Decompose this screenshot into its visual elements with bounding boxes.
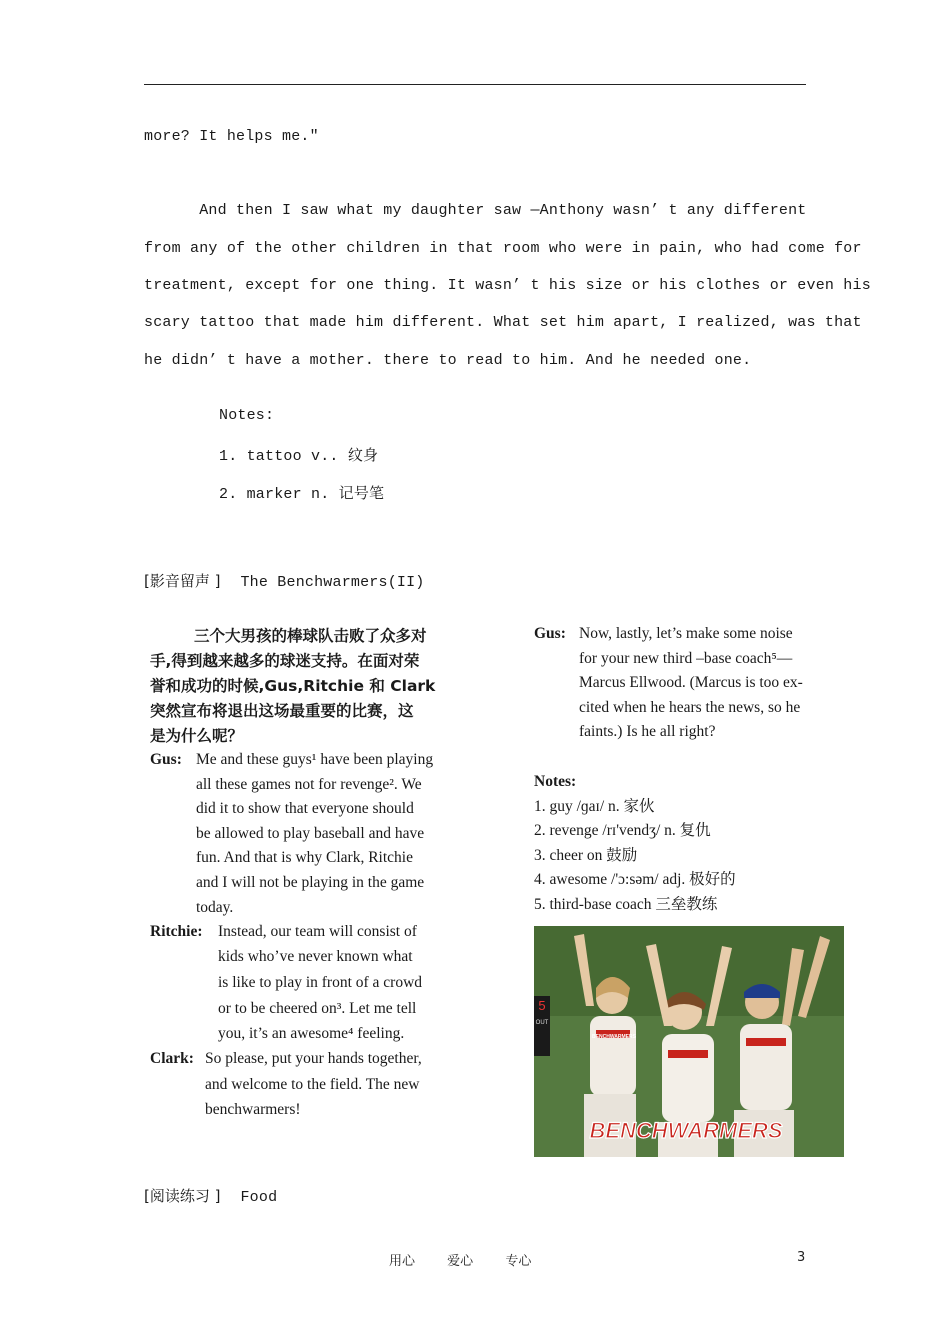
footer-word: 用心 <box>389 1254 416 1269</box>
vocab-label: Notes: <box>534 773 577 790</box>
vocab-item: 3. cheer on 鼓励 <box>534 846 638 864</box>
story-line: scary tattoo that made him different. What set him apart, I realized, was that <box>144 314 862 331</box>
intro-line: 是为什么呢？ <box>150 727 244 745</box>
dialogue-line: benchwarmers! <box>205 1101 301 1118</box>
dialogue-line: and I will not be playing in the game <box>196 874 425 891</box>
movie-photo-art <box>534 926 844 1157</box>
vocab-notes <box>534 770 844 918</box>
section-tag: [影音留声 ] <box>144 572 221 590</box>
intro-line: 誉和成功的时候,Gus,Ritchie 和 Clark <box>150 677 436 695</box>
dialogue-line: is like to play in front of a crowd <box>218 974 423 991</box>
intro-line: 手,得到越来越多的球迷支持。在面对荣 <box>150 652 420 670</box>
footer-word: 爱心 <box>447 1254 474 1269</box>
vocab-item: 1. guy /ɡaɪ/ n. 家伙 <box>534 797 655 815</box>
footer-slogan <box>389 1250 531 1269</box>
dialogue-line: and welcome to the field. The new <box>205 1076 420 1093</box>
vocab-item: 4. awesome /'ɔ:səm/ adj. 极好的 <box>534 871 736 889</box>
movie-logo: BENCHWARMERS <box>589 1118 783 1143</box>
story-line: from any of the other children in that room who were in pain, who had come for <box>144 240 862 257</box>
dialogue-line: all these games not for revenge². We <box>196 775 422 793</box>
dialogue-line: or to be cheered on³. Let me tell <box>218 1000 417 1017</box>
speaker-gus: Gus: <box>150 751 182 768</box>
note-item: 1. tattoo v.. 纹身 <box>219 448 379 465</box>
dialogue-line: for your new third –base coach⁵— <box>579 649 793 667</box>
speaker-gus: Gus: <box>534 625 566 642</box>
header-rule <box>144 84 806 85</box>
dialogue-line: you, it’s an awesome⁴ feeling. <box>218 1025 405 1042</box>
dialogue-right <box>534 622 850 752</box>
movie-photo <box>534 926 844 1157</box>
dialogue-line: be allowed to play baseball and have <box>196 824 425 842</box>
dialogue-line: Now, lastly, let’s make some noise <box>579 625 793 642</box>
speaker-clark: Clark: <box>150 1050 194 1067</box>
dialogue-line: Instead, our team will consist of <box>218 923 417 940</box>
section-tag: [阅读练习 ] <box>144 1187 221 1205</box>
dialogue-line: So please, put your hands together, <box>205 1050 422 1067</box>
dialogue-line: fun. And that is why Clark, Ritchie <box>196 849 413 867</box>
section-heading <box>144 1185 277 1206</box>
section-heading <box>144 570 425 591</box>
story-line: And then I saw what my daughter saw —Anthony wasn’ t any different <box>144 202 807 219</box>
scoreboard-digit: 5 <box>538 998 546 1013</box>
intro-line: 突然宣布将退出这场最重要的比赛，这 <box>150 702 414 720</box>
jersey-text: BENCHWARMERS <box>592 1034 636 1040</box>
footer-word: 专心 <box>505 1254 532 1269</box>
intro-line: 三个大男孩的棒球队击败了众多对 <box>194 627 427 645</box>
dialogue-line: today. <box>196 898 234 916</box>
vocab-item: 2. revenge /rɪ'vendʒ/ n. 复仇 <box>534 822 711 840</box>
dialogue-line: kids who’ve never known what <box>218 948 413 965</box>
dialogue-line: Marcus Ellwood. (Marcus is too ex- <box>579 674 803 692</box>
story-line: he didn’ t have a mother. there to read to him. And he needed one. <box>144 352 752 369</box>
speaker-ritchie: Ritchie: <box>150 923 203 940</box>
dialogue-left <box>150 748 470 1128</box>
page-number: 3 <box>797 1250 806 1265</box>
dialogue-line: did it to show that everyone should <box>196 800 414 818</box>
dialogue-line: Me and these guys¹ have been playing <box>196 751 434 768</box>
scoreboard-label: OUT <box>535 1020 549 1026</box>
story-line: more? It helps me." <box>144 128 319 145</box>
intro-paragraph <box>150 624 470 749</box>
story-line: treatment, except for one thing. It wasn’ t his size or his clothes or even his <box>144 277 871 294</box>
note-item: 2. marker n. 记号笔 <box>219 486 385 503</box>
section-title: Food <box>240 1189 278 1206</box>
vocab-item: 5. third-base coach 三垒教练 <box>534 895 718 913</box>
notes-label: Notes: <box>219 407 275 424</box>
section-title: The Benchwarmers(II) <box>240 574 425 591</box>
dialogue-line: cited when he hears the news, so he <box>579 698 801 716</box>
dialogue-line: faints.) Is he all right? <box>579 723 716 741</box>
